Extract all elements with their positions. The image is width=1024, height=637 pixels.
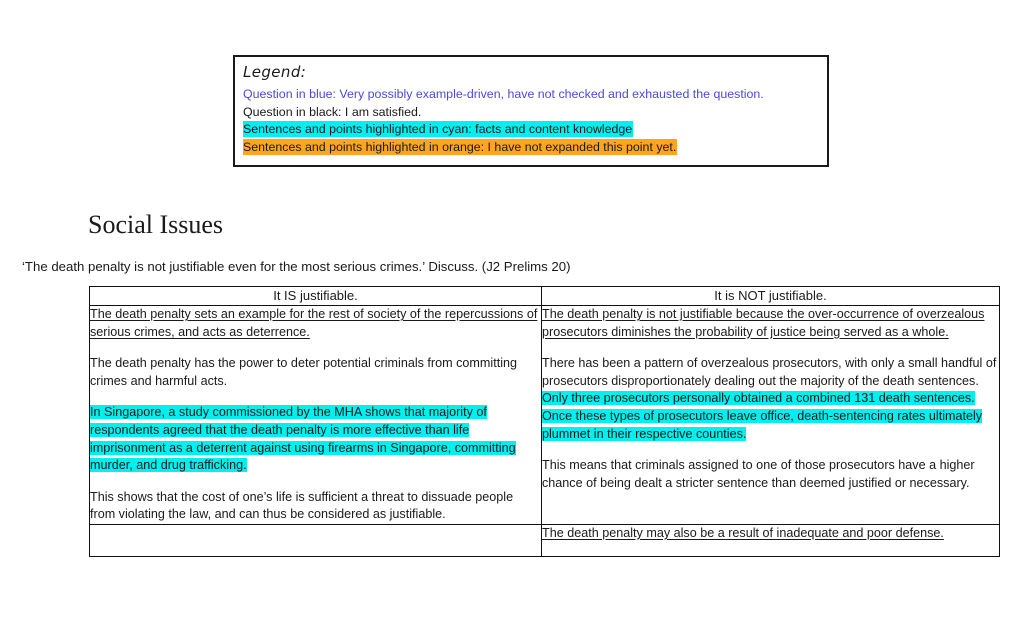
table-header-row <box>90 287 1000 306</box>
legend-line-black-text: Question in black: I am satisfied. <box>243 104 422 119</box>
cell-against-arguments <box>542 306 1000 525</box>
legend-line-cyan-text: Sentences and points highlighted in cyan: facts and content knowledge <box>243 122 633 136</box>
legend-line-orange <box>243 139 827 157</box>
legend-line-blue-text: Question in blue: Very possibly example-driven, have not checked and exhausted the question. <box>243 87 764 101</box>
legend-line-orange-text: Sentences and points highlighted in orange: I have not expanded this point yet. <box>243 139 677 154</box>
against-second-topic-sentence: The death penalty may also be a result of inadequate and poor defense. <box>542 525 944 540</box>
table-header-for: It IS justifiable. <box>90 287 542 306</box>
table-row <box>90 306 1000 525</box>
table-header-against: It is NOT justifiable. <box>542 287 1000 306</box>
legend-box <box>233 55 829 167</box>
page-title: Social Issues <box>88 210 224 239</box>
essay-question: ‘The death penalty is not justifiable even for the most serious crimes.’ Discuss. (J2 Prelims 20) <box>22 259 571 274</box>
for-topic-sentence: The death penalty sets an example for the rest of society of the repercussions of serious crimes, and acts as deterrence. <box>90 307 538 339</box>
for-evidence-highlighted <box>90 404 541 474</box>
against-evidence-text: Only three prosecutors personally obtained a combined 131 death sentences. Once these types of prosecutors leave office, death-sentencing rates ultimately plummet in their respective counties. <box>542 391 983 441</box>
for-elaboration: The death penalty has the power to deter potential criminals from committing crimes and harmful acts. <box>90 356 518 388</box>
for-link: This shows that the cost of one’s life is sufficient a threat to dissuade people from violating the law, and can thus be considered as justifiable. <box>90 489 514 522</box>
argument-table <box>89 286 1000 557</box>
legend-title: Legend: <box>243 63 307 81</box>
against-evidence-highlighted <box>542 390 999 443</box>
for-evidence-text: In Singapore, a study commissioned by the MHA shows that majority of respondents agreed that the death penalty is more effective than life imprisonment as a deterrent against using firearms in Singapore, committing murder, and drug trafficking. <box>90 405 516 473</box>
against-topic-sentence: The death penalty is not justifiable because the over-occurrence of overzealous prosecutors diminishes the probability of justice being served as a whole. <box>542 307 985 339</box>
cell-against-second-point <box>542 524 1000 556</box>
legend-line-blue <box>243 86 827 104</box>
table-row <box>90 524 1000 556</box>
cell-for-arguments-empty <box>90 524 542 556</box>
legend-line-black <box>243 104 827 122</box>
against-link: This means that criminals assigned to one of those prosecutors have a higher chance of being dealt a stricter sentence than deemed justified or necessary. <box>542 458 975 490</box>
legend-line-cyan <box>243 121 827 139</box>
against-elaboration: There has been a pattern of overzealous prosecutors, with only a small handful of prosecutors disproportionately dealing out the majority of the death sentences. <box>542 356 997 388</box>
cell-for-arguments <box>90 306 542 525</box>
